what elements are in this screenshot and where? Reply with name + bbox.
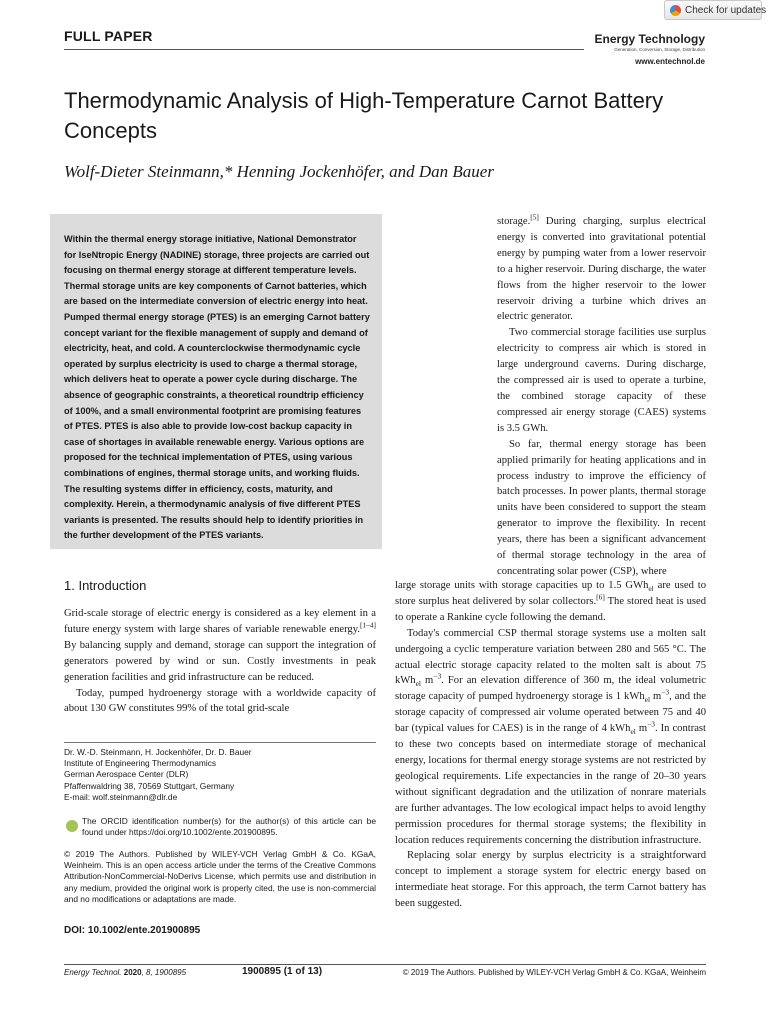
page-number: 1900895 (1 of 13)	[242, 966, 323, 977]
wide-paragraph-3: Replacing solar energy by surplus electricity is a straightforward concept to implement a storage system for electric energy based on intermediate heat storage. For this approach, the term Carnot battery has been suggested.	[395, 850, 706, 910]
right-paragraph-2: Two commercial storage facilities use surplus electricity to compress air which is stored in large underground caverns. During discharge, the compressed air is used to operate a turbine, the combined storage capacity of these compressed air energy storage (CAES) systems is 3.5 GWh.	[497, 327, 706, 434]
intro-paragraph-1: Grid-scale storage of electric energy is considered as a key element in a future energy system with large shares of variable renewable energy.[1–4] By balancing supply and demand, storage can support the integration of generators powered by wind or sun. Costly investments in peak generation facilities and grid infrastructure can be reduced.	[64, 608, 376, 683]
author-list: Wolf-Dieter Steinmann,* Henning Jockenhöfer, and Dan Bauer	[64, 162, 494, 181]
footer-citation: Energy Technol. 2020, 8, 1900895	[64, 968, 187, 977]
citation-ref[interactable]: [1–4]	[359, 620, 376, 630]
affiliation-block	[64, 747, 376, 803]
orcid-icon	[66, 820, 78, 832]
right-paragraph-1: storage.[5] During charging, surplus electrical energy is converted into gravitational potential energy by pumping water from a lower reservoir to a higher reservoir. During discharge, the water flows from the higher reservoir to the lower reservoir driving a turbine which drives an electric generator.	[497, 212, 706, 323]
right-paragraph-3: So far, thermal energy storage has been applied primarily for heating applications and in process industry to improve the efficiency of batch processes. In power plants, thermal storage units have been considered to support the steam generator to improve the flexibility. In recent years, there has been a significant advancement of thermal storage technology in the area of concentrating solar power (CSP), where	[497, 438, 706, 577]
affiliation-institute: Institute of Engineering Thermodynamics	[64, 758, 217, 769]
section-heading-introduction: 1. Introduction	[64, 578, 147, 593]
affiliation-organization: German Aerospace Center (DLR)	[64, 769, 189, 780]
citation-ref[interactable]: [6]	[596, 592, 605, 602]
section-label: FULL PAPER	[64, 28, 153, 44]
check-for-updates-label: Check for updates	[685, 5, 767, 16]
affiliation-address: Pfaffenwaldring 38, 70569 Stuttgart, Germany	[64, 780, 235, 791]
abstract-text: Within the thermal energy storage initiative, National Demonstrator for IseNtropic Energy (NADINE) storage, three projects are carried out focusing on thermal energy storage at different temperature levels. Thermal storage units are key components of Carnot batteries, which are based on the intermediate conversion of electric energy into heat. Pumped thermal energy storage (PTES) is an emerging Carnot battery concept variant for the flexible management of supply and demand of electricity, heat, and cold. A counterclockwise thermodynamic cycle operated by surplus electricity is used to charge a thermal storage, which delivers heat to operate a power cycle during discharge. The absence of geographic constraints, a theoretical roundtrip efficiency of 100%, and a small environmental footprint are promising features of PTES. PTES is also able to provide low-cost backup capacity in case of shortages in available renewable energy. Various options are proposed for the technical implementation of PTES, using various combinations of engines, thermal storage units, and working fluids. The resulting systems differ in efficiency, costs, maturity, and complexity. Herein, a thermodynamic analysis of five different PTES variants is presented. The results should help to identify priorities in the further development of the PTES variants.	[64, 234, 370, 541]
right-column-top	[497, 214, 706, 580]
orcid-note[interactable]: The ORCID identification number(s) for the author(s) of this article can be found under https://doi.org/10.1002/ente.201900895.	[82, 816, 376, 838]
crossmark-icon	[670, 5, 681, 16]
doi-link[interactable]: DOI: 10.1002/ente.201900895	[64, 925, 201, 936]
affiliation-authors: Dr. W.-D. Steinmann, H. Jockenhöfer, Dr. D. Bauer	[64, 747, 252, 757]
license-note: © 2019 The Authors. Published by WILEY-VCH Verlag GmbH & Co. KGaA, Weinheim. This is an open access article under the terms of the Creative Commons Attribution-NonCommercial-NoDerivs License, which permits use and distribution in any medium, provided the original work is properly cited, the use is non-commercial and no modifications or adaptations are made.	[64, 849, 376, 904]
wide-paragraph-2: Today's commercial CSP thermal storage systems use a molten salt undergoing a cyclic temperature variation between 280 and 565 °C. The actual electric storage capacity related to the molten salt is about 75 kWh$_{el}$ $m^{-3}$. For an elevation difference of 360 m, the ideal volumetric storage capacity of pumped hydroenergy storage is 1 kWh$_{el}$ $m^{-3}$, and the storage capacity of compressed air volume operated between 75 and 40 bar (typical values for CAES) is in the range of 4 kWh$_{el}$ $m^{-3}$. In contrast to these two concepts based on intermediate storage of mechanical energy, locations for thermal energy storage systems are not restricted by geological requirements. Life expectancies in the range of 20–30 years without significant degradation and the utilization of nonrare materials are further advantages. The low ecological impact helps to avoid lengthy permission procedures for thermal storage systems; the flexibility in location reduces requirements concerning the distribution infrastructure.	[395, 627, 707, 846]
right-column-bottom	[395, 578, 706, 912]
journal-url[interactable]: www.entechnol.de	[635, 57, 705, 66]
footnote-rule	[64, 742, 376, 743]
citation-ref[interactable]: [5]	[530, 212, 539, 222]
header-rule	[64, 49, 584, 50]
check-for-updates-button[interactable]	[664, 0, 767, 20]
journal-subtitle: Generation, Conversion, Storage, Distribution	[614, 47, 705, 52]
footer-copyright: © 2019 The Authors. Published by WILEY-VCH Verlag GmbH & Co. KGaA, Weinheim	[402, 968, 706, 977]
footer-rule	[64, 964, 706, 965]
intro-paragraph-2: Today, pumped hydroenergy storage with a worldwide capacity of about 130 GW constitutes 99% of the total grid-scale	[64, 687, 376, 715]
wide-paragraph-1: large storage units with storage capacities up to 1.5 GWh$_{el}$ are used to store surplus heat delivered by solar collectors.[6] The stored heat is used to operate a Rankine cycle following the demand.	[395, 580, 706, 623]
intro-left-column	[64, 606, 376, 717]
affiliation-email[interactable]: E-mail: wolf.steinmann@dlr.de	[64, 791, 178, 802]
journal-name: Energy Technology	[594, 32, 705, 46]
paper-title: Thermodynamic Analysis of High-Temperature Carnot Battery Concepts	[64, 88, 664, 143]
